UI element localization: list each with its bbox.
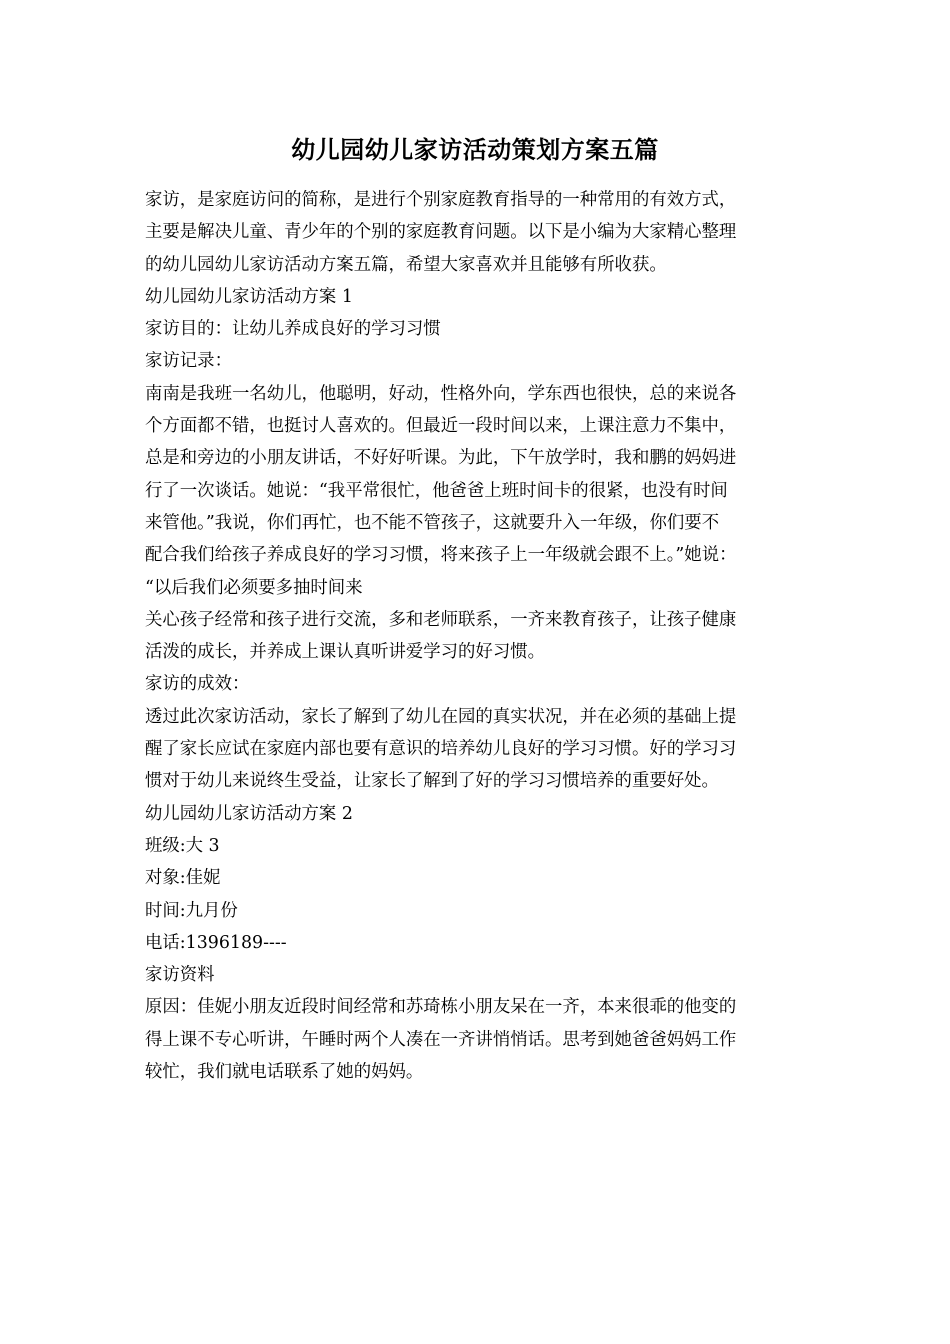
body-line: 家访目的：让幼儿养成良好的学习习惯: [145, 319, 441, 340]
body-line: 班级:大 3: [145, 835, 220, 856]
body-line: 透过此次家访活动，家长了解到了幼儿在园的真实状况，并在必须的基础上提: [145, 706, 737, 727]
body-line: 关心孩子经常和孩子进行交流，多和老师联系，一齐来教育孩子，让孩子健康: [145, 609, 737, 630]
body-line: 醒了家长应试在家庭内部也要有意识的培养幼儿良好的学习习惯。好的学习习: [145, 739, 737, 760]
document-body: [145, 184, 815, 1088]
body-line: 对象:佳妮: [145, 868, 221, 889]
body-line: 较忙，我们就电话联系了她的妈妈。: [145, 1062, 424, 1083]
body-line: 主要是解决儿童、青少年的个别的家庭教育问题。以下是小编为大家精心整理: [145, 222, 737, 243]
body-line: 的幼儿园幼儿家访活动方案五篇，希望大家喜欢并且能够有所收获。: [145, 254, 667, 275]
body-line: 家访，是家庭访问的简称，是进行个别家庭教育指导的一种常用的有效方式，: [145, 190, 737, 210]
body-line: 活泼的成长，并养成上课认真听讲爱学习的好习惯。: [145, 642, 545, 663]
section-heading: 幼儿园幼儿家访活动方案 2: [145, 803, 353, 824]
body-line: 配合我们给孩子养成良好的学习习惯，将来孩子上一年级就会跟不上。”她说：: [145, 545, 737, 566]
body-line: 原因：佳妮小朋友近段时间经常和苏琦栋小朋友呆在一齐，本来很乖的他变的: [145, 997, 737, 1018]
body-line: 家访资料: [145, 965, 215, 986]
body-line: 家访记录：: [145, 351, 232, 372]
body-line: “以后我们必须要多抽时间来: [145, 577, 363, 598]
body-line: 电话:1396189----: [145, 932, 287, 953]
section-heading: 幼儿园幼儿家访活动方案 1: [145, 286, 353, 307]
body-line: 总是和旁边的小朋友讲话，不好好听课。为此，下午放学时，我和鹏的妈妈进: [145, 448, 737, 469]
body-line: 惯对于幼儿来说终生受益，让家长了解到了好的学习习惯培养的重要好处。: [145, 771, 719, 792]
document-title: 幼儿园幼儿家访活动策划方案五篇: [291, 135, 659, 164]
body-line: 来管他。”我说，你们再忙，也不能不管孩子，这就要升入一年级，你们要不: [145, 512, 720, 533]
body-line: 时间:九月份: [145, 900, 238, 921]
body-line: 得上课不专心听讲，午睡时两个人凑在一齐讲悄悄话。思考到她爸爸妈妈工作: [145, 1029, 737, 1050]
body-line: 南南是我班一名幼儿，他聪明，好动，性格外向，学东西也很快，总的来说各: [145, 383, 737, 404]
body-line: 家访的成效：: [145, 674, 250, 695]
body-line: 个方面都不错，也挺讨人喜欢的。但最近一段时间以来，上课注意力不集中，: [145, 416, 737, 437]
body-line: 行了一次谈话。她说：“我平常很忙，他爸爸上班时间卡的很紧，也没有时间: [145, 480, 728, 501]
